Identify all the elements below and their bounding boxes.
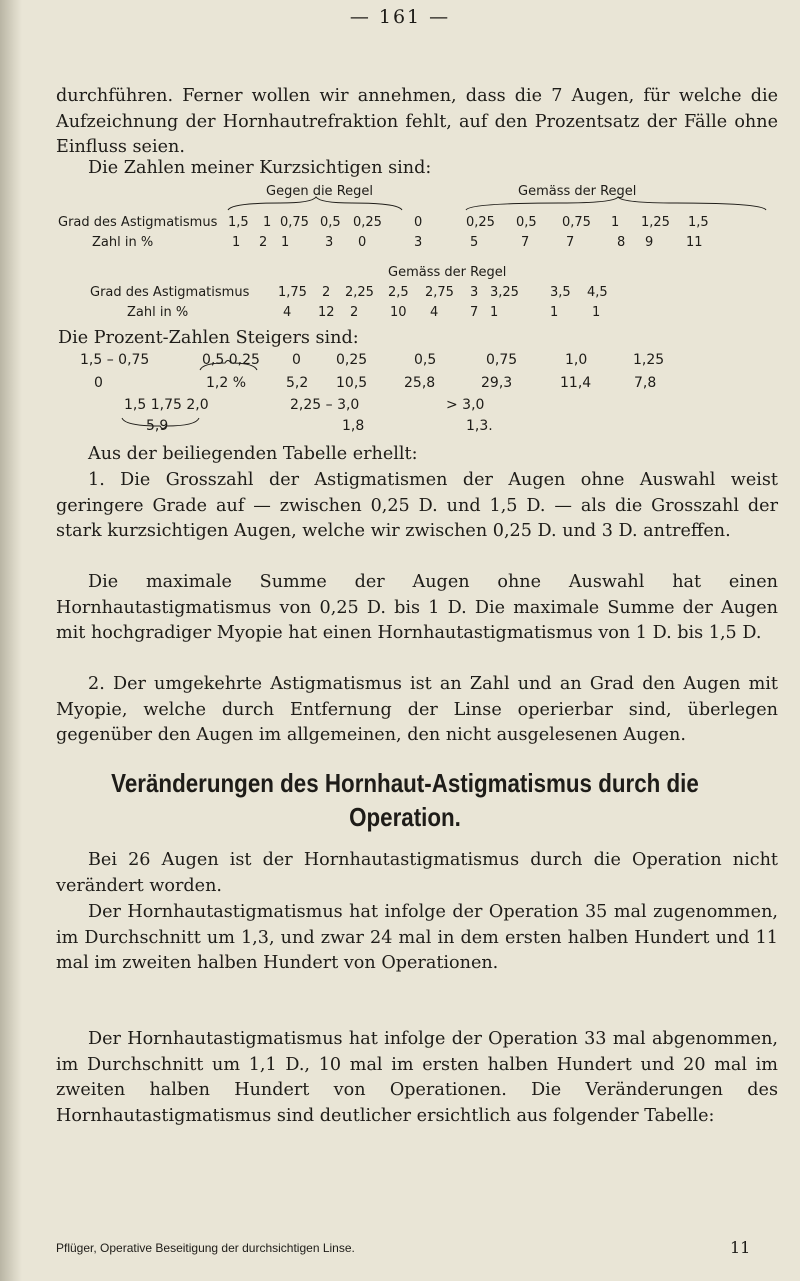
t1-degree-9: 1 xyxy=(611,215,620,230)
steiger-r2-5: 29,3 xyxy=(481,375,513,391)
t2-count-8: 1 xyxy=(592,305,601,320)
table1-count-label: Zahl in % xyxy=(92,235,154,250)
page-number: — 161 — xyxy=(349,6,451,28)
steiger-r2-7: 7,8 xyxy=(634,375,657,391)
t2-count-7: 1 xyxy=(550,305,559,320)
paragraph-1: 1. Die Grosszahl der Astigmatismen der Augen ohne Auswahl weist geringere Grade auf — zwischen 0,25 D. und 1,5 D. — als die Grosszahl der stark kurzsichtigen Augen, welche wir zwischen 0,25 D. und 3 D. antreffen. xyxy=(56,470,778,541)
steiger-r1-7: 1,25 xyxy=(633,352,665,368)
t1-count-2: 1 xyxy=(281,235,290,250)
intro-paragraph: durchführen. Ferner wollen wir annehmen, dass die 7 Augen, für welche die Aufzeichnung der Hornhautrefraktion fehlt, auf den Prozentsatz der Fälle ohne Einfluss seien. xyxy=(56,86,778,157)
steiger-r1-2: 0 xyxy=(292,352,301,368)
table2-count-label: Zahl in % xyxy=(127,305,189,320)
footer-source: Pflüger, Operative Beseitigung der durchsichtigen Linse. xyxy=(56,1241,355,1255)
paragraph-26: Bei 26 Augen ist der Hornhautastigmatismus durch die Operation nicht verändert worden. xyxy=(56,850,778,896)
t1-count-3: 3 xyxy=(325,235,334,250)
table1-degree-label: Grad des Astigmatismus xyxy=(58,215,218,230)
t1-count-8: 7 xyxy=(566,235,575,250)
t2-degree-0: 1,75 xyxy=(278,285,307,300)
t1-count-11: 11 xyxy=(686,235,703,250)
t1-degree-3: 0,5 xyxy=(320,215,341,230)
t2-count-1: 12 xyxy=(318,305,335,320)
section-heading-line2: Operation. xyxy=(349,802,461,832)
t1-degree-1: 1 xyxy=(263,215,272,230)
t1-count-1: 2 xyxy=(259,235,268,250)
t2-count-5: 7 xyxy=(470,305,479,320)
t1-degree-7: 0,5 xyxy=(516,215,537,230)
paragraph-33: Der Hornhautastigmatismus hat infolge der Operation 33 mal abgenommen, im Durchschnitt um 1,1 D., 10 mal im ersten halben Hundert und 20 mal im zweiten halben Hundert von Operationen. Die Veränderungen des Hornhautastigmatismus sind deutlicher ersichtlich aus folgender Tabelle: xyxy=(56,1029,778,1126)
steiger-r4-1: 1,8 xyxy=(342,418,365,434)
t2-count-0: 4 xyxy=(283,305,292,320)
t1-count-10: 9 xyxy=(645,235,654,250)
t2-degree-2: 2,25 xyxy=(345,285,374,300)
t1-count-7: 7 xyxy=(521,235,530,250)
steiger-r2-1: 1,2 % xyxy=(206,375,247,391)
t1-degree-2: 0,75 xyxy=(280,215,309,230)
steiger-r3-1: 2,25 – 3,0 xyxy=(290,397,360,413)
table2-group: Gemäss der Regel xyxy=(388,265,507,280)
steiger-r1-3: 0,25 xyxy=(336,352,368,368)
section-heading-line1: Veränderungen des Hornhaut-Astigmatismus durch die xyxy=(111,768,699,798)
steiger-r2-4: 25,8 xyxy=(404,375,436,391)
steiger-title: Die Prozent-Zahlen Steigers sind: xyxy=(58,328,359,348)
t1-count-6: 5 xyxy=(470,235,479,250)
steiger-r3-2: > 3,0 xyxy=(446,397,485,413)
t2-count-6: 1 xyxy=(490,305,499,320)
t2-degree-6: 3,25 xyxy=(490,285,519,300)
t1-degree-10: 1,25 xyxy=(641,215,670,230)
t1-degree-5: 0 xyxy=(414,215,423,230)
steiger-r2-6: 11,4 xyxy=(560,375,592,391)
table2-degree-label: Grad des Astigmatismus xyxy=(90,285,250,300)
t2-count-2: 2 xyxy=(350,305,359,320)
table1-group-with: Gemäss der Regel xyxy=(518,184,637,199)
t2-degree-7: 3,5 xyxy=(550,285,571,300)
steiger-r1-5: 0,75 xyxy=(486,352,518,368)
paragraph-35: Der Hornhautastigmatismus hat infolge der Operation 35 mal zugenommen, im Durchschnitt um 1,3, und zwar 24 mal in dem ersten halben Hundert und 11 mal im zweiten halben Hundert von Operationen. xyxy=(56,902,778,973)
t1-degree-4: 0,25 xyxy=(353,215,382,230)
steiger-r1-0: 1,5 – 0,75 xyxy=(80,352,150,368)
steiger-r3-0: 1,5 1,75 2,0 xyxy=(124,397,209,413)
paragraph-aus: Aus der beiliegenden Tabelle erhellt: xyxy=(88,444,418,464)
t1-count-0: 1 xyxy=(232,235,241,250)
t2-count-3: 10 xyxy=(390,305,407,320)
t1-count-5: 3 xyxy=(414,235,423,250)
paragraph-2: 2. Der umgekehrte Astigmatismus ist an Zahl und an Grad den Augen mit Myopie, welche durch Entfernung der Linse operierbar sind, überlegen gegenüber den Augen im allgemeinen, den nicht ausgelesenen Augen. xyxy=(56,674,778,745)
t1-degree-8: 0,75 xyxy=(562,215,591,230)
steiger-r1-6: 1,0 xyxy=(565,352,588,368)
t1-degree-11: 1,5 xyxy=(688,215,709,230)
steiger-r2-2: 5,2 xyxy=(286,375,309,391)
t2-degree-5: 3 xyxy=(470,285,479,300)
steiger-r1-1: 0,5 0,25 xyxy=(202,352,260,368)
steiger-r2-3: 10,5 xyxy=(336,375,368,391)
t2-count-4: 4 xyxy=(430,305,439,320)
footer-signature-number: 11 xyxy=(730,1238,751,1257)
paragraph-maximale: Die maximale Summe der Augen ohne Auswahl hat einen Hornhautastigmatismus von 0,25 D. bis 1 D. Die maximale Summe der Augen mit hochgradiger Myopie hat einen Hornhautastigmatismus von 1 D. bis 1,5 D. xyxy=(56,572,778,643)
kurzsichtige-intro: Die Zahlen meiner Kurzsichtigen sind: xyxy=(88,158,432,178)
t2-degree-3: 2,5 xyxy=(388,285,409,300)
t1-degree-6: 0,25 xyxy=(466,215,495,230)
steiger-r4-2: 1,3. xyxy=(466,418,493,434)
steiger-r2-0: 0 xyxy=(94,375,103,391)
t1-count-4: 0 xyxy=(358,235,367,250)
t1-degree-0: 1,5 xyxy=(228,215,249,230)
t2-degree-8: 4,5 xyxy=(587,285,608,300)
t2-degree-1: 2 xyxy=(322,285,331,300)
steiger-r1-4: 0,5 xyxy=(414,352,437,368)
table1-group-against: Gegen die Regel xyxy=(266,184,373,199)
t1-count-9: 8 xyxy=(617,235,626,250)
steiger-r4-0: 5,9 xyxy=(146,418,169,434)
t2-degree-4: 2,75 xyxy=(425,285,454,300)
